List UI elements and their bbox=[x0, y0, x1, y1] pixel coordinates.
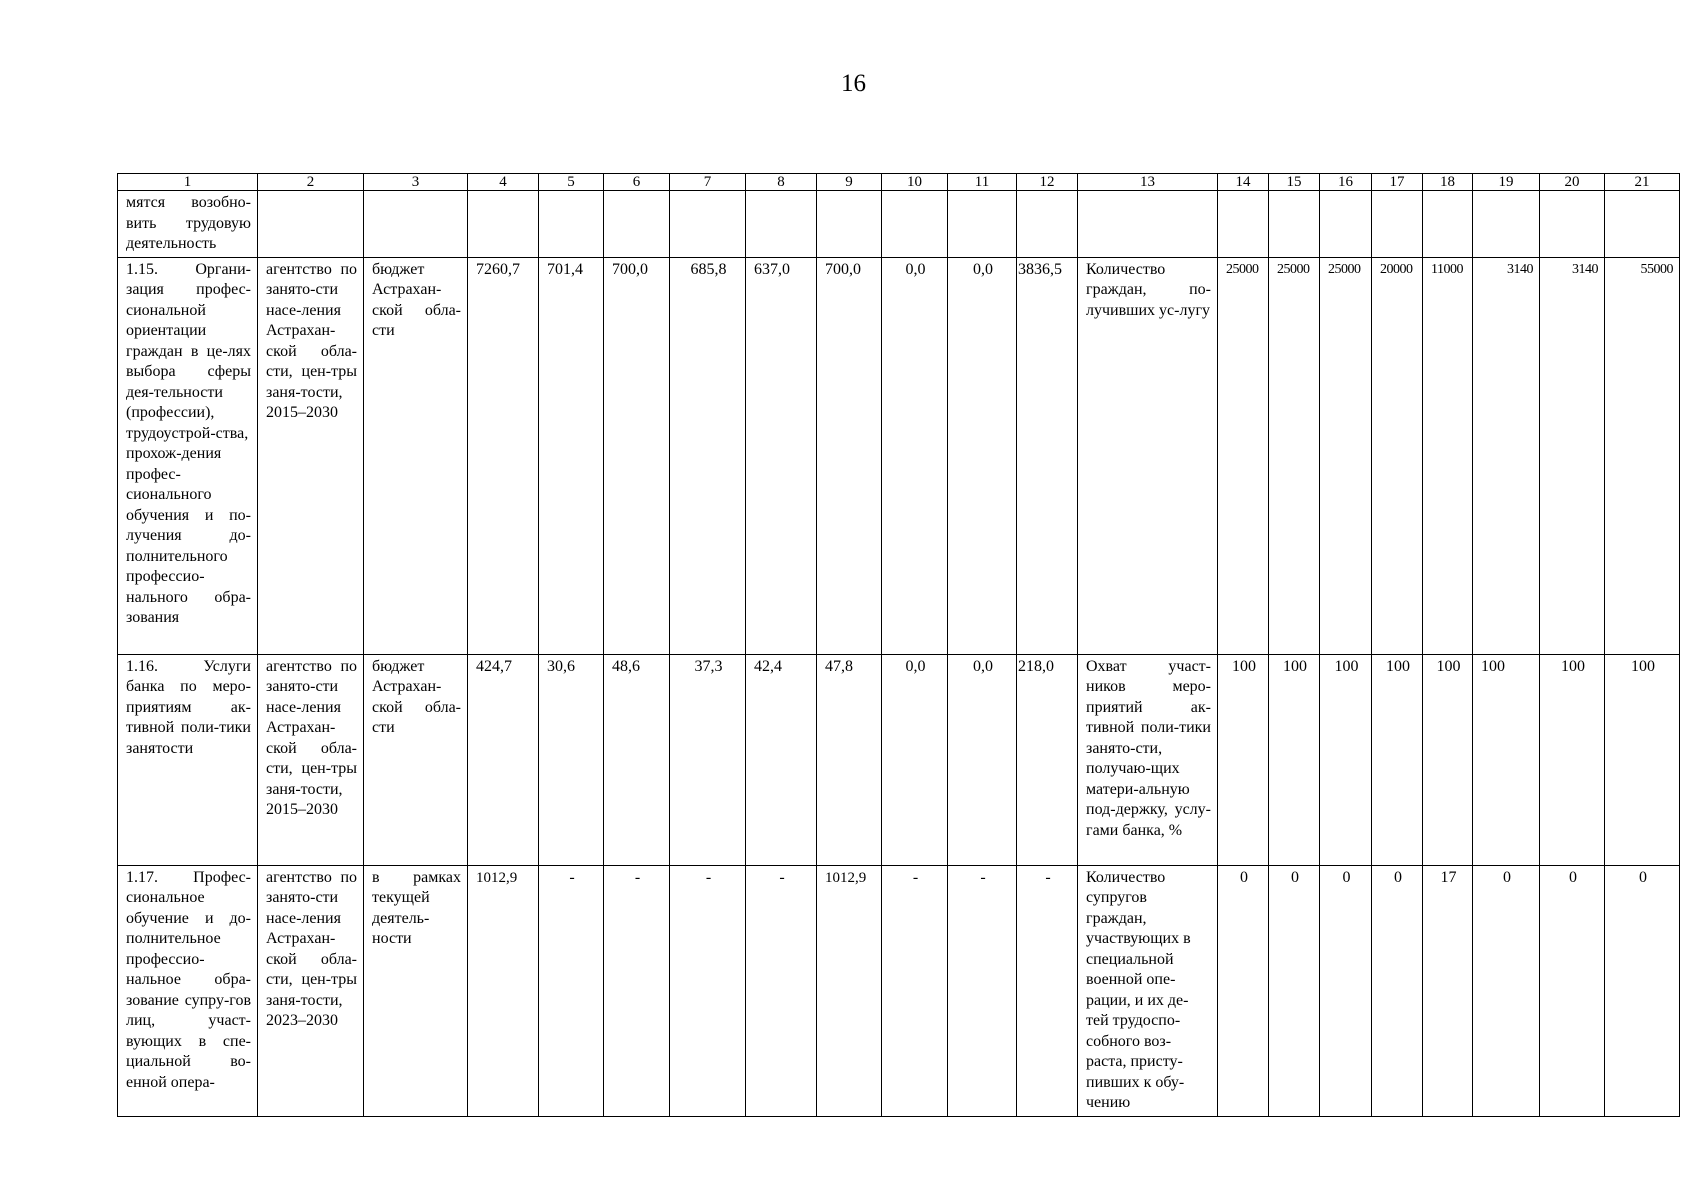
indicator-value-cell: 0 bbox=[1605, 865, 1680, 1116]
table-row bbox=[118, 865, 1680, 1116]
column-header: 6 bbox=[604, 174, 670, 191]
column-header: 2 bbox=[258, 174, 364, 191]
indicator-value-cell: 100 bbox=[1540, 654, 1605, 865]
funding-source-cell bbox=[364, 191, 468, 258]
indicator-cell: Охват участ-ников меро-приятий ак-тивной поли-тики занято-сти, получаю-щих матери-альную под-держку, услу-гами банка, % bbox=[1078, 654, 1218, 865]
indicator-cell: Количество граждан, по-лучивших ус-лугу bbox=[1078, 257, 1218, 654]
column-header: 10 bbox=[882, 174, 948, 191]
indicator-value-cell: 100 bbox=[1473, 654, 1540, 865]
executor-cell: агентство по занято-сти насе-ления Астрахан-ской обла-сти, цен-тры заня-тости, 2023–2030 bbox=[258, 865, 364, 1116]
amount-cell: 47,8 bbox=[817, 654, 882, 865]
measure-name-cell: 1.16. Услуги банка по меро-приятиям ак-тивной поли-тики занятости bbox=[118, 654, 258, 865]
measure-name-cell: 1.15. Органи-зация профес-сиональной ориентации граждан в це-лях выбора сферы дея-тельности (профессии), трудоустрой-ства, прохож-дения профес-сионального обучения и по-лучения до-полнительного профессио-нального обра-зования bbox=[118, 257, 258, 654]
table-row bbox=[118, 654, 1680, 865]
indicator-value-cell bbox=[1269, 191, 1320, 258]
indicator-value-cell: 25000 bbox=[1320, 257, 1372, 654]
amount-cell: - bbox=[1017, 865, 1078, 1116]
column-header: 9 bbox=[817, 174, 882, 191]
amount-cell: - bbox=[539, 865, 604, 1116]
amount-cell: - bbox=[746, 865, 817, 1116]
indicator-value-cell: 11000 bbox=[1423, 257, 1473, 654]
amount-cell: - bbox=[670, 865, 746, 1116]
indicator-value-cell bbox=[1423, 191, 1473, 258]
column-number-row bbox=[118, 174, 1680, 191]
column-header: 17 bbox=[1372, 174, 1423, 191]
amount-cell: 700,0 bbox=[817, 257, 882, 654]
indicator-value-cell bbox=[1320, 191, 1372, 258]
amount-cell: 0,0 bbox=[948, 257, 1017, 654]
indicator-value-cell: 25000 bbox=[1269, 257, 1320, 654]
indicator-value-cell: 100 bbox=[1320, 654, 1372, 865]
column-header: 15 bbox=[1269, 174, 1320, 191]
column-header: 18 bbox=[1423, 174, 1473, 191]
amount-cell: 1012,9 bbox=[468, 865, 539, 1116]
indicator-value-cell: 3140 bbox=[1540, 257, 1605, 654]
amount-cell: - bbox=[948, 865, 1017, 1116]
amount-cell bbox=[882, 191, 948, 258]
amount-cell: 7260,7 bbox=[468, 257, 539, 654]
indicator-value-cell: 0 bbox=[1473, 865, 1540, 1116]
amount-cell bbox=[948, 191, 1017, 258]
indicator-value-cell: 100 bbox=[1218, 654, 1269, 865]
amount-cell: 30,6 bbox=[539, 654, 604, 865]
indicator-value-cell: 100 bbox=[1605, 654, 1680, 865]
column-header: 3 bbox=[364, 174, 468, 191]
indicator-value-cell: 25000 bbox=[1218, 257, 1269, 654]
funding-source-cell: бюджет Астрахан-ской обла-сти bbox=[364, 257, 468, 654]
column-header: 14 bbox=[1218, 174, 1269, 191]
amount-cell bbox=[670, 191, 746, 258]
measure-name-cell: 1.17. Профес-сиональное обучение и до-полнительное профессио-нальное обра-зование супру-гов лиц, участ-вующих в спе-циальной во-енной опера- bbox=[118, 865, 258, 1116]
amount-cell bbox=[468, 191, 539, 258]
column-header: 8 bbox=[746, 174, 817, 191]
amount-cell: 0,0 bbox=[882, 257, 948, 654]
column-header: 16 bbox=[1320, 174, 1372, 191]
amount-cell: 685,8 bbox=[670, 257, 746, 654]
table-row bbox=[118, 257, 1680, 654]
indicator-value-cell: 0 bbox=[1269, 865, 1320, 1116]
amount-cell: 3836,5 bbox=[1017, 257, 1078, 654]
amount-cell: - bbox=[882, 865, 948, 1116]
amount-cell: 48,6 bbox=[604, 654, 670, 865]
indicator-value-cell: 0 bbox=[1540, 865, 1605, 1116]
indicator-value-cell: 0 bbox=[1372, 865, 1423, 1116]
measure-name-cell: мятся возобно-вить трудовую деятельность bbox=[118, 191, 258, 258]
amount-cell: 37,3 bbox=[670, 654, 746, 865]
indicator-value-cell bbox=[1372, 191, 1423, 258]
funding-source-cell: бюджет Астрахан-ской обла-сти bbox=[364, 654, 468, 865]
amount-cell bbox=[604, 191, 670, 258]
column-header: 12 bbox=[1017, 174, 1078, 191]
column-header: 4 bbox=[468, 174, 539, 191]
amount-cell: 700,0 bbox=[604, 257, 670, 654]
program-table bbox=[117, 173, 1680, 1117]
indicator-value-cell: 17 bbox=[1423, 865, 1473, 1116]
amount-cell: 701,4 bbox=[539, 257, 604, 654]
amount-cell: 637,0 bbox=[746, 257, 817, 654]
indicator-value-cell bbox=[1540, 191, 1605, 258]
indicator-value-cell: 0 bbox=[1320, 865, 1372, 1116]
column-header: 19 bbox=[1473, 174, 1540, 191]
indicator-value-cell: 100 bbox=[1372, 654, 1423, 865]
executor-cell bbox=[258, 191, 364, 258]
column-header: 11 bbox=[948, 174, 1017, 191]
amount-cell bbox=[1017, 191, 1078, 258]
amount-cell: 1012,9 bbox=[817, 865, 882, 1116]
amount-cell: 0,0 bbox=[948, 654, 1017, 865]
amount-cell: 42,4 bbox=[746, 654, 817, 865]
executor-cell: агентство по занято-сти насе-ления Астрахан-ской обла-сти, цен-тры заня-тости, 2015–2030 bbox=[258, 654, 364, 865]
indicator-value-cell bbox=[1218, 191, 1269, 258]
amount-cell: 218,0 bbox=[1017, 654, 1078, 865]
indicator-cell: Количество супругов граждан, участвующих в специальной военной опе-рации, и их де-тей трудоспо-собного воз-раста, присту-пивших к обу-чению bbox=[1078, 865, 1218, 1116]
indicator-value-cell: 100 bbox=[1423, 654, 1473, 865]
column-header: 13 bbox=[1078, 174, 1218, 191]
indicator-value-cell: 20000 bbox=[1372, 257, 1423, 654]
amount-cell: - bbox=[604, 865, 670, 1116]
amount-cell: 424,7 bbox=[468, 654, 539, 865]
funding-source-cell: в рамках текущей деятель-ности bbox=[364, 865, 468, 1116]
column-header: 20 bbox=[1540, 174, 1605, 191]
amount-cell bbox=[746, 191, 817, 258]
column-header: 21 bbox=[1605, 174, 1680, 191]
indicator-value-cell: 55000 bbox=[1605, 257, 1680, 654]
indicator-value-cell: 3140 bbox=[1473, 257, 1540, 654]
table-row bbox=[118, 191, 1680, 258]
column-header: 1 bbox=[118, 174, 258, 191]
indicator-cell bbox=[1078, 191, 1218, 258]
indicator-value-cell bbox=[1473, 191, 1540, 258]
indicator-value-cell bbox=[1605, 191, 1680, 258]
column-header: 7 bbox=[670, 174, 746, 191]
indicator-value-cell: 100 bbox=[1269, 654, 1320, 865]
page-number: 16 bbox=[841, 70, 866, 97]
amount-cell bbox=[539, 191, 604, 258]
amount-cell: 0,0 bbox=[882, 654, 948, 865]
amount-cell bbox=[817, 191, 882, 258]
executor-cell: агентство по занято-сти насе-ления Астрахан-ской обла-сти, цен-тры заня-тости, 2015–2030 bbox=[258, 257, 364, 654]
indicator-value-cell: 0 bbox=[1218, 865, 1269, 1116]
column-header: 5 bbox=[539, 174, 604, 191]
